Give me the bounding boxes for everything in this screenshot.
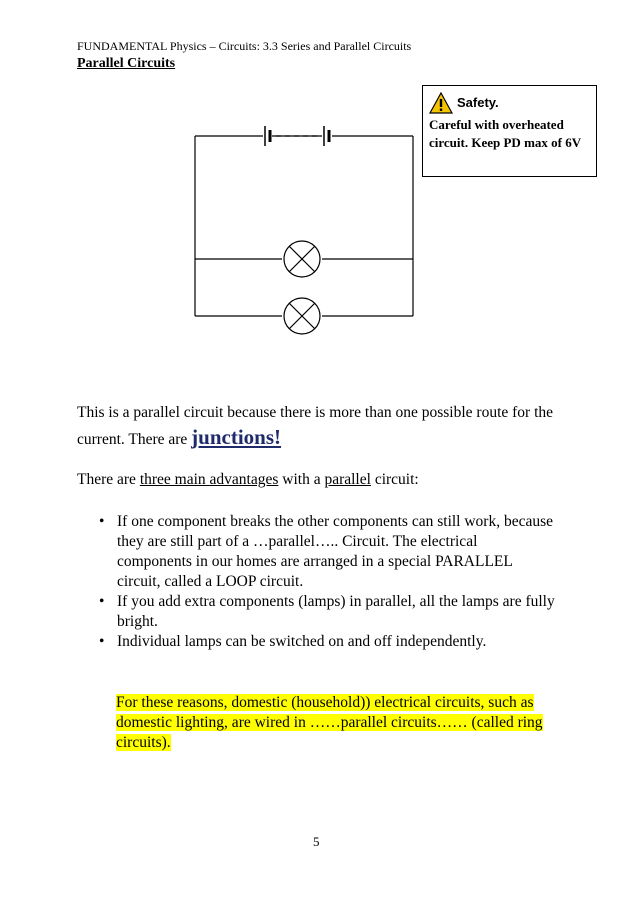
page-header: FUNDAMENTAL Physics – Circuits: 3.3 Series and Parallel Circuits: [77, 39, 412, 53]
bullet-icon: •: [99, 593, 105, 610]
advantages-middle: with a: [278, 471, 325, 488]
intro-text: This is a parallel circuit because there is more than one possible route for the current. There are: [77, 404, 554, 448]
safety-text: Careful with overheated circuit. Keep PD max of 6V: [429, 117, 582, 150]
advantages-intro: [77, 471, 419, 489]
page-number: 5: [313, 834, 320, 849]
advantages-after: circuit:: [370, 471, 419, 488]
intro-paragraph: [77, 401, 567, 452]
list-item: [95, 632, 555, 652]
section-title: Parallel Circuits: [77, 56, 176, 71]
list-item-text: If you add extra components (lamps) in parallel, all the lamps are fully bright.: [117, 593, 555, 630]
bullet-icon: •: [99, 513, 105, 530]
safety-title-row: [429, 90, 590, 116]
advantages-underlined: three main advantages: [139, 471, 279, 488]
list-item: [95, 592, 555, 632]
conclusion-paragraph: [116, 693, 576, 753]
advantages-before: There are: [77, 471, 140, 488]
safety-box: [422, 85, 597, 177]
list-item-text: Individual lamps can be switched on and off independently.: [117, 633, 487, 650]
list-item-text: If one component breaks the other components can still work, because they are still part of a …parallel….. Circuit. The electrical components in our homes are arranged in a special PARALLEL circuit, called a LOOP circuit.: [117, 513, 554, 590]
warning-icon: [429, 92, 453, 114]
junctions-emphasis: junctions!: [191, 425, 282, 449]
advantages-list: [95, 512, 555, 652]
parallel-circuit-diagram: [180, 110, 420, 340]
list-item: [95, 512, 555, 592]
highlighted-text: For these reasons, domestic (household)) electrical circuits, such as domestic lighting, are wired in ……parallel circuits…… (called ring circuits).: [116, 694, 543, 751]
safety-title: Safety.: [457, 95, 499, 110]
bullet-icon: •: [99, 633, 105, 650]
parallel-underlined: parallel: [324, 471, 371, 488]
